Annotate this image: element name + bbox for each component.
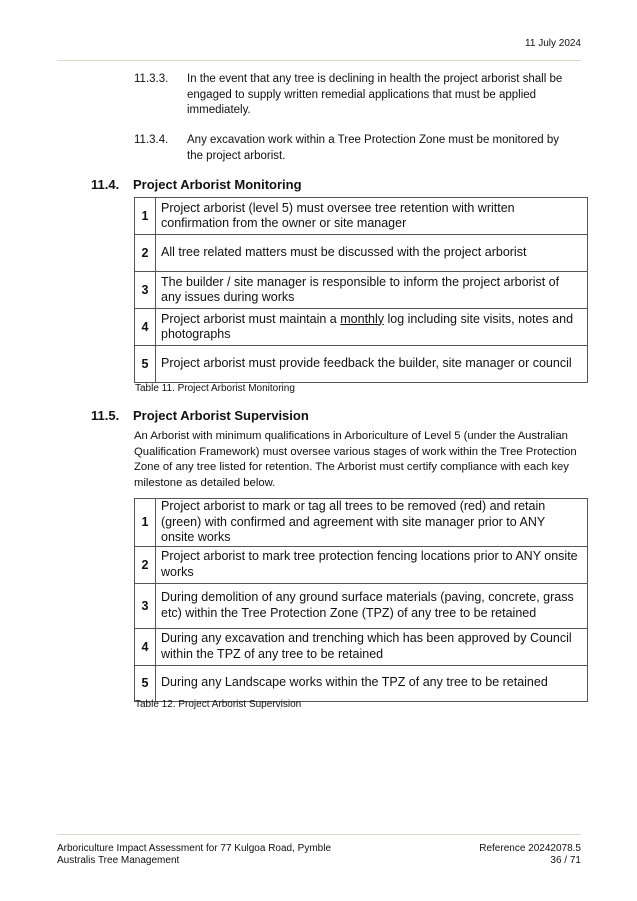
table-caption: Table 12. Project Arborist Supervision	[135, 699, 302, 710]
row-text: During any excavation and trenching which has been approved by Council within the TPZ of any tree to be retained	[156, 628, 588, 665]
underlined-word: monthly	[340, 311, 385, 326]
footer-reference: Reference 20242078.5	[479, 843, 581, 854]
section-heading-supervision	[91, 408, 309, 423]
table-row	[135, 309, 588, 346]
row-number: 2	[135, 235, 156, 272]
footer-company: Australis Tree Management	[57, 855, 180, 866]
footer-right	[479, 843, 581, 867]
section-heading-monitoring	[91, 177, 302, 192]
row-text-start: Project arborist must maintain a	[161, 311, 341, 326]
row-text: All tree related matters must be discussed with the project arborist	[156, 235, 588, 272]
row-number: 5	[135, 665, 156, 701]
row-text: Project arborist to mark or tag all trees to be removed (red) and retain (green) with confirmed and agreement with site manager prior to ANY onsite works	[156, 499, 588, 547]
footer-rule	[57, 834, 581, 835]
row-number: 1	[135, 499, 156, 547]
table-caption: Table 11. Project Arborist Monitoring	[135, 383, 295, 394]
row-number: 5	[135, 346, 156, 383]
row-number: 3	[135, 583, 156, 628]
row-text: Project arborist (level 5) must oversee tree retention with written confirmation from the owner or site manager	[156, 198, 588, 235]
table-row	[135, 583, 588, 628]
footer-left	[57, 843, 331, 867]
header-rule	[57, 60, 581, 61]
section-number: 11.5.	[91, 408, 120, 423]
row-text: During any Landscape works within the TPZ of any tree to be retained	[156, 665, 588, 701]
table-row	[135, 499, 588, 547]
supervision-table	[134, 498, 588, 702]
row-text: The builder / site manager is responsible to inform the project arborist of any issues during works	[156, 272, 588, 309]
table-row	[135, 198, 588, 235]
section-title: Project Arborist Monitoring	[133, 177, 302, 192]
monitoring-table	[134, 197, 588, 383]
section-title: Project Arborist Supervision	[133, 408, 309, 423]
table-row	[135, 665, 588, 701]
clause-text: In the event that any tree is declining in health the project arborist shall be engaged to supply written remedial applications that must be applied immediately.	[187, 73, 563, 116]
row-number: 3	[135, 272, 156, 309]
clause-number: 11.3.4.	[134, 134, 169, 146]
footer-document-title: Arboriculture Impact Assessment for 77 Kulgoa Road, Pymble	[57, 843, 332, 854]
row-number: 1	[135, 198, 156, 235]
footer-page-number: 36 / 71	[550, 855, 581, 866]
table-row	[135, 272, 588, 309]
table-row	[135, 235, 588, 272]
supervision-intro: An Arborist with minimum qualifications in Arboriculture of Level 5 (under the Australian Qualification Framework) must oversee various stages of work within the Tree Protection Zone of any tree listed for retention. The Arborist must certify compliance with each key milestone as detailed below.	[134, 430, 577, 489]
row-text-end: log including site visits, notes and photographs	[161, 311, 574, 341]
table-row	[135, 346, 588, 383]
row-number: 4	[135, 628, 156, 665]
header-date: 11 July 2024	[525, 38, 581, 49]
row-text: Project arborist to mark tree protection fencing locations prior to ANY onsite works	[156, 546, 588, 583]
row-text: Project arborist must provide feedback the builder, site manager or council	[156, 346, 588, 383]
row-number: 4	[135, 309, 156, 346]
table-row	[135, 546, 588, 583]
row-text	[156, 309, 588, 346]
row-text: During demolition of any ground surface materials (paving, concrete, grass etc) within the Tree Protection Zone (TPZ) of any tree to be retained	[156, 583, 588, 628]
table-row	[135, 628, 588, 665]
clause-number: 11.3.3.	[134, 73, 169, 85]
clause-text: Any excavation work within a Tree Protection Zone must be monitored by the project arborist.	[187, 134, 560, 162]
row-number: 2	[135, 546, 156, 583]
section-number: 11.4.	[91, 177, 120, 192]
